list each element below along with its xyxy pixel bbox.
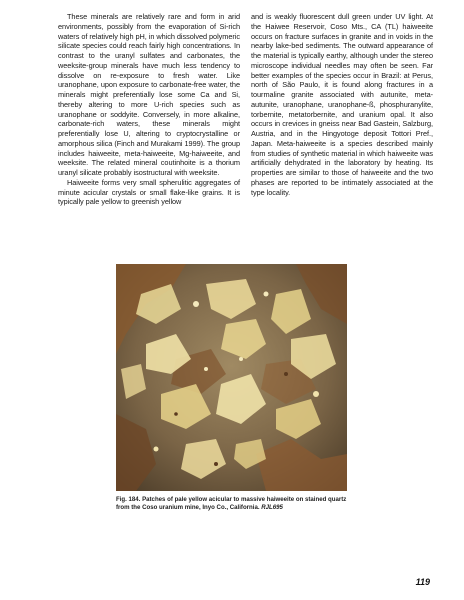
text-column-right [251,12,433,197]
caption-text: Fig. 184. Patches of pale yellow acicular to massive haiweeite on stained quartz from the Coso uranium mine, Inyo Co., California. [116,496,347,512]
figure-caption [116,496,354,512]
photo-credit: RJL695 [261,504,283,512]
text-column-left [58,12,240,207]
mineral-photo-image [116,264,347,491]
paragraph: Haiweeite forms very small spherulitic aggregates of minute acicular crystals or small flake-like grains. It is typically pale yellow to greenish yellow [58,177,240,207]
page-number: 119 [415,577,430,587]
mineral-photo [116,264,347,491]
paragraph: These minerals are relatively rare and form in arid environments, possibly from the evaporation of Si-rich waters of relatively high pH, in which dissolved polymeric silicate species could reach fairly high concentrations. In contrast to the uranyl sulfates and carbonates, the weeksite-group minerals have much less tendency to dissolve on re-exposure to fresh water. Like uranophane, upon exposure to carbonate-free water, the minerals might preferentially lose some Ca and Si, thereby altering to more U-rich species such as uranophane or soddyite. Conversely, in more alkaline, carbonate-rich waters, these minerals might preferentially lose U, altering to cryptocrystalline or amorphous silica (Finch and Murakami 1999). The group includes haiweeite, meta-haiweeite, Mg-haiweeite, and weeksite. The related mineral coutinhoite is a thorium uranyl silicate probably isostructural with weeksite. [58,12,240,177]
paragraph: and is weakly fluorescent dull green under UV light. At the Haiwee Reservoir, Coso Mts., CA (TL) haiweeite occurs on fracture surfaces in granite and in voids in the nearby lake-bed sediments. The outward appearance of the material is typically earthy, although under the stereo microscope individual needles may often be seen. Far better examples of the species occur in Brazil: at Perus, north of São Paulo, it is found along fractures in a tourmaline granite associated with autunite, meta-autunite, uranophane, uranophane-ß, phosphuranylite, torbernite, metatorbernite, and uranium opal. It also occurs in crevices in gneiss near Bad Gastein, Salzburg, Austria, and in the Hingyotoge deposit Tottori Pref., Japan. Meta-haiweeite is a species described mainly from studies of synthetic material in which haiweeite was artificially dehydrated in the laboratory by heating. Its properties are similar to those of haiweeite and the two phases are reported to be intimately associated at the type locality. [251,12,433,197]
